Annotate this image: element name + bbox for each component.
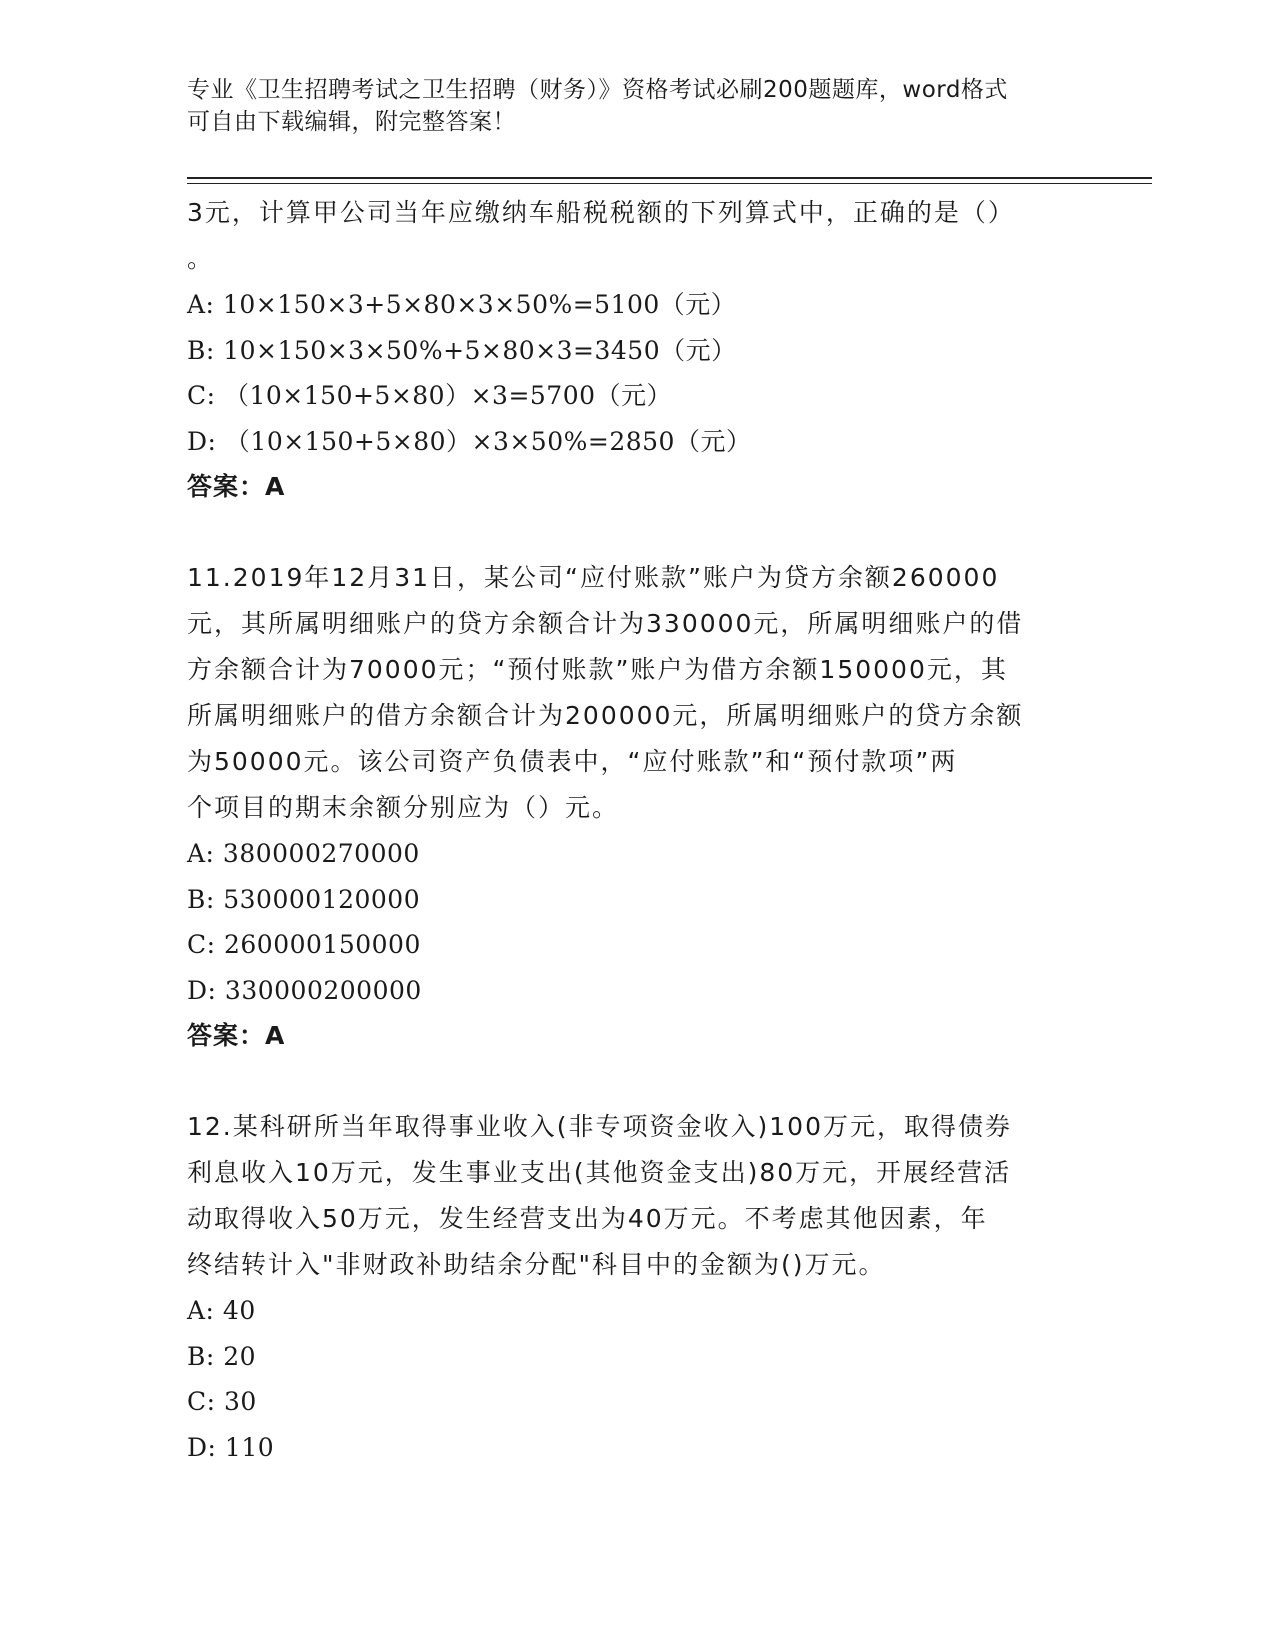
question-12-option-c: C: 30 xyxy=(187,1387,257,1416)
question-10-option-d: D: （10×150+5×80）×3×50%=2850（元） xyxy=(187,426,752,456)
question-11-option-d: D: 330000200000 xyxy=(187,975,422,1005)
question-spacer xyxy=(187,509,1087,555)
question-11-option-c: C: 260000150000 xyxy=(187,930,421,959)
document-body xyxy=(187,190,1087,1470)
question-11-text-line: 11.2019年12月31日，某公司“应付账款”账户为贷方余额260000 xyxy=(187,563,1000,592)
question-12 xyxy=(187,1104,1087,1470)
question-11-text-line: 为50000元。该公司资产负债表中，“应付账款”和“预付款项”两 xyxy=(187,747,958,776)
question-11-option-a: A: 380000270000 xyxy=(187,839,420,868)
question-10-text-line-2: 。 xyxy=(187,244,215,273)
question-12-text-line: 动取得收入50万元，发生经营支出为40万元。不考虑其他因素，年 xyxy=(187,1204,988,1233)
question-10-option-a: A: 10×150×3+5×80×3×50%=5100（元） xyxy=(187,290,737,319)
question-10-option-b: B: 10×150×3×50%+5×80×3=3450（元） xyxy=(187,335,737,365)
question-11-option-b: B: 530000120000 xyxy=(187,884,421,914)
question-12-option-a: A: 40 xyxy=(187,1296,256,1325)
question-spacer xyxy=(187,1058,1087,1104)
question-11 xyxy=(187,555,1087,1058)
question-11-text-line: 元，其所属明细账户的贷方余额合计为330000元，所属明细账户的借 xyxy=(187,609,1024,638)
question-12-option-d: D: 110 xyxy=(187,1432,275,1462)
question-10-answer: 答案：A xyxy=(187,472,286,501)
question-11-answer: 答案：A xyxy=(187,1021,286,1050)
header-divider-thin xyxy=(187,183,1152,184)
question-10-text-line-1: 3元，计算甲公司当年应缴纳车船税税额的下列算式中，正确的是（） xyxy=(187,198,1015,227)
question-11-text-line: 方余额合计为70000元；“预付账款”账户为借方余额150000元，其 xyxy=(187,655,1008,684)
question-12-text-line: 12.某科研所当年取得事业收入(非专项资金收入)100万元，取得债券 xyxy=(187,1112,1012,1141)
question-11-text-line: 所属明细账户的借方余额合计为200000元，所属明细账户的贷方余额 xyxy=(187,701,1024,730)
question-10 xyxy=(187,190,1087,509)
question-12-option-b: B: 20 xyxy=(187,1341,257,1371)
header-title-line-2: 可自由下载编辑，附完整答案！ xyxy=(187,109,516,135)
question-10-option-c: C: （10×150+5×80）×3=5700（元） xyxy=(187,381,673,410)
document-header xyxy=(187,74,1087,138)
question-12-text-line: 利息收入10万元，发生事业支出(其他资金支出)80万元，开展经营活 xyxy=(187,1158,1012,1187)
question-11-text-line: 个项目的期末余额分别应为（）元。 xyxy=(187,793,620,822)
header-title-line-1: 专业《卫生招聘考试之卫生招聘（财务）》资格考试必刷200题题库，word格式 xyxy=(187,77,1008,103)
question-12-text-line: 终结转计入"非财政补助结余分配"科目中的金额为()万元。 xyxy=(187,1250,886,1279)
header-divider-thick xyxy=(187,177,1152,179)
